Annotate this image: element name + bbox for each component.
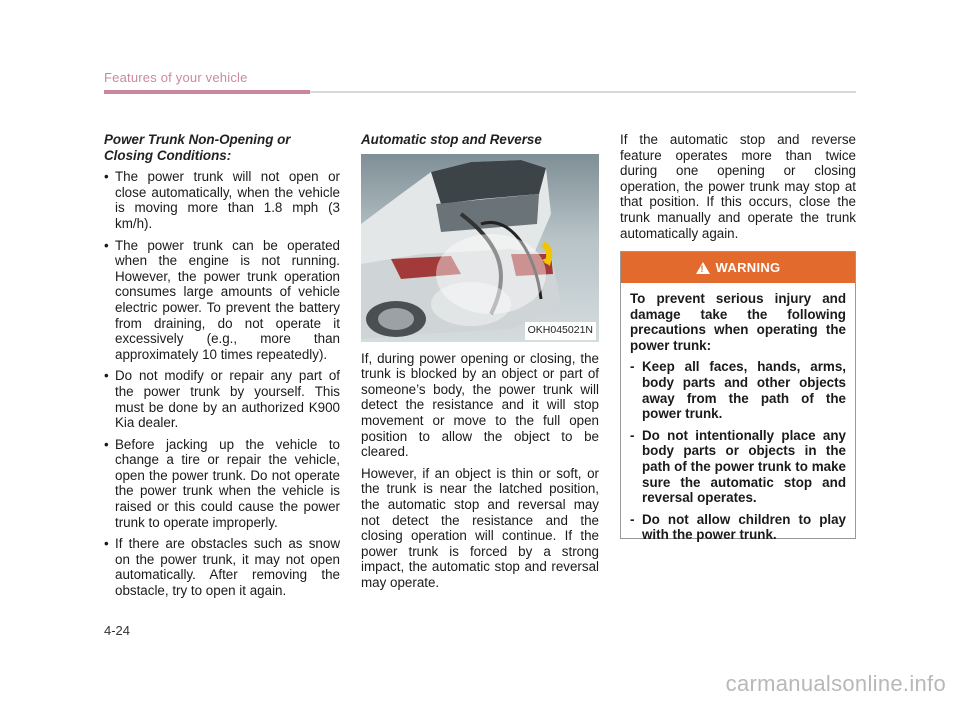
section-heading-conditions: Power Trunk Non-Opening or Closing Conditions:	[104, 132, 291, 163]
paragraph: If the automatic stop and reverse feature operates more than twice during one opening or closing operation, the power trunk may stop at that position. If this occurs, close the trunk manually and operate the trunk automatically again.	[620, 132, 856, 241]
list-item: • The power trunk will not open or close automatically, when the vehicle is moving more than 1.8 mph (3 km/h).	[104, 169, 340, 231]
paragraph: However, if an object is thin or soft, or the trunk is near the latched position, the automatic stop and reversal may not detect the resistance and the closing operation will continue. If the power trunk is forced by a strong impact, the automatic stop and reversal may operate.	[361, 465, 599, 590]
warning-label: WARNING	[715, 260, 781, 275]
warning-item: - Keep all faces, hands, arms, body parts and other objects away from the path of the power trunk.	[630, 359, 846, 422]
conditions-list	[104, 169, 340, 598]
column-middle	[361, 132, 599, 597]
column-left	[104, 132, 340, 605]
warning-header	[621, 252, 855, 283]
column-right	[620, 132, 856, 247]
section-header: Features of your vehicle	[104, 70, 248, 85]
watermark-text: carmanualsonline.info	[725, 671, 946, 696]
car-trunk-image	[361, 154, 599, 342]
page-number: 4-24	[104, 623, 131, 638]
paragraph: If, during power opening or closing, the trunk is blocked by an object or part of someone’s body, the power trunk will detect the resistance and it will stop movement or move to the full open position to allow the object to be cleared.	[361, 350, 599, 460]
list-item: • If there are obstacles such as snow on the power trunk, it may not open automatically. After removing the obstacle, try to open it again.	[104, 536, 340, 599]
bullet-icon: •	[104, 536, 109, 552]
section-heading-auto-stop: Automatic stop and Reverse	[361, 132, 542, 147]
warning-box	[620, 251, 856, 543]
list-item: • Before jacking up the vehicle to change a tire or repair the vehicle, open the power trunk. Do not operate the power trunk when the vehicle is raised or this could cause the power trunk to operate improperly.	[104, 436, 340, 530]
warning-item: - Do not intentionally place any body parts or objects in the path of the power trunk to make sure the automatic stop and reversal operates.	[630, 427, 846, 506]
bullet-icon: •	[104, 169, 109, 185]
warning-item: - Do not allow children to play with the power trunk.	[630, 511, 846, 543]
bullet-icon: •	[104, 237, 109, 253]
bullet-icon: •	[104, 436, 109, 452]
figure-code: OKH045021N	[525, 322, 596, 340]
header-accent-bar	[104, 90, 310, 94]
warning-intro: To prevent serious injury and damage take the following precautions when operating the power trunk:	[630, 291, 846, 353]
list-item: • The power trunk can be operated when the engine is not running. However, the power trunk operation consumes large amounts of vehicle electric power. To prevent the battery from draining, do not operate it excessively (e.g., more than approximately 10 times repeatedly).	[104, 237, 340, 362]
list-item: • Do not modify or repair any part of the power trunk by yourself. This must be done by an authorized K900 Kia dealer.	[104, 368, 340, 431]
warning-body	[621, 283, 855, 543]
trunk-illustration	[361, 154, 599, 342]
header-divider	[310, 91, 856, 93]
bullet-icon: •	[104, 368, 109, 384]
warning-triangle-icon: !	[696, 262, 710, 274]
